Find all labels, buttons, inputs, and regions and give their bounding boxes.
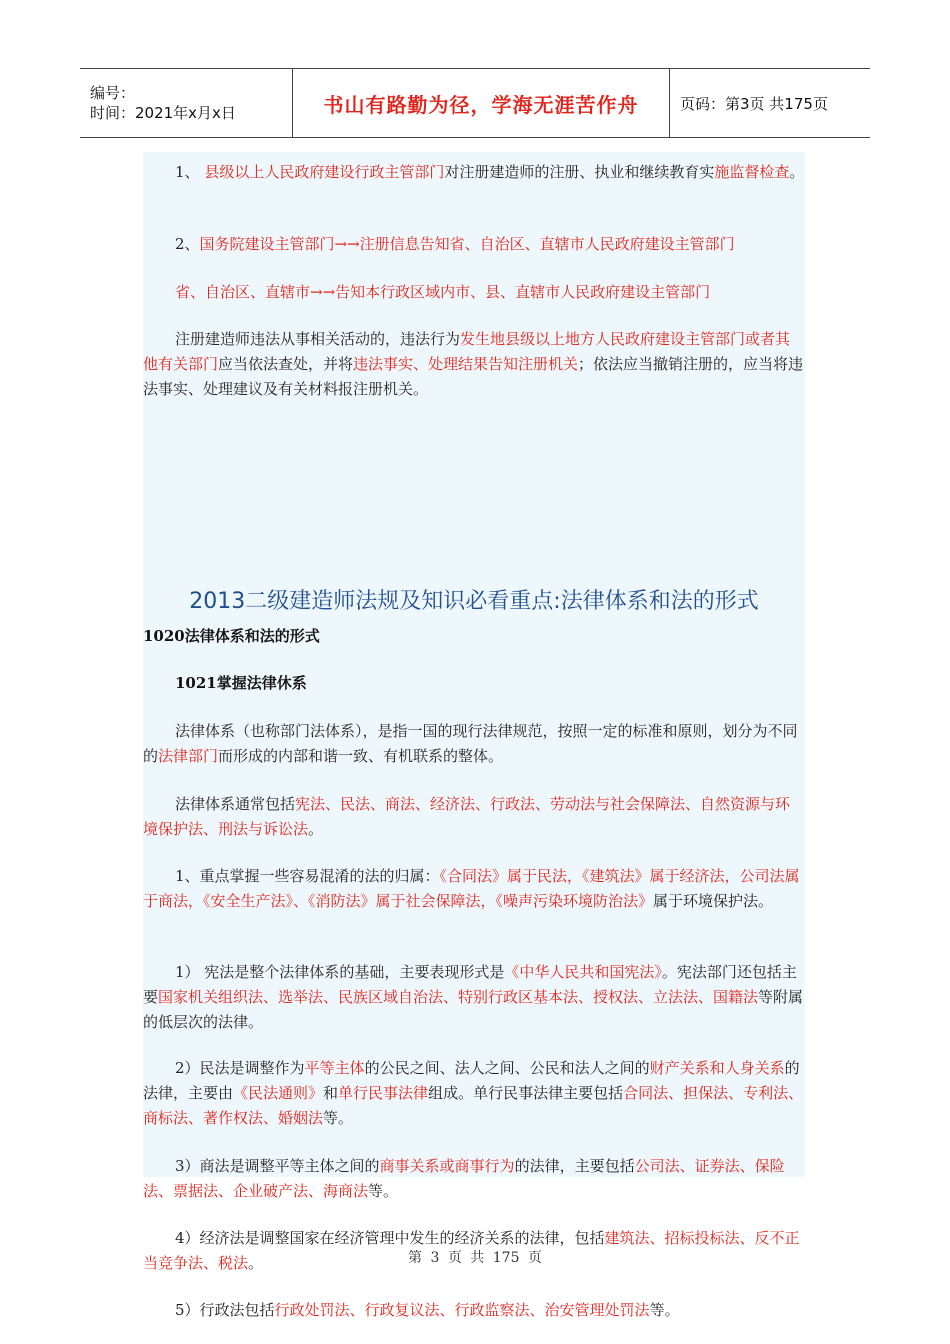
highlighted-text: 施监督检查 [714, 163, 790, 181]
highlighted-text: 省、自治区、直辖市→→告知本行政区域内市、县、直辖市人民政府建设主管部门 [175, 283, 711, 301]
section-heading: 2013二级建造师法规及知识必看重点:法律体系和法的形式 [189, 589, 759, 614]
document-number-label: 编号： [90, 84, 136, 102]
body-text: 等。 [368, 1182, 399, 1200]
highlighted-text: 建筑法、招标投标法、反不正当竞争法、税法 [143, 1229, 800, 1272]
body-text: 1） 宪法是整个法律体系的基础，主要表现形式是 [175, 963, 505, 981]
body-text: 组成。单行民事法律主要包括 [428, 1084, 624, 1102]
page-header [80, 68, 870, 138]
body-text: ；依法应当撤销注册的，应当将违法事实、处理建议及有关材料报注册机关。 [143, 355, 804, 398]
body-text: 等。 [323, 1109, 354, 1127]
highlighted-text: 单行民事法律 [338, 1084, 429, 1102]
body-text: 。宪法部门还包括主要 [143, 963, 797, 1006]
body-text: 。 [248, 1254, 264, 1272]
body-text: 2、 [175, 235, 200, 253]
highlighted-text: 平等主体 [304, 1059, 365, 1077]
header-meta [80, 69, 292, 137]
paragraph-supervision [143, 160, 805, 185]
body-text: 3）商法是调整平等主体之间的 [175, 1157, 380, 1175]
body-text: 而形成的内部和谐一致、有机联系的整体。 [218, 747, 504, 765]
paragraph-legal-system-definition [143, 719, 805, 769]
body-text: 1、 [175, 163, 205, 181]
highlighted-text: 公司法、证券法、保险法、票据法、企业破产法、海商法 [143, 1157, 785, 1200]
body-text: 。 [308, 820, 324, 838]
body-text: 法律体系通常包括 [175, 795, 296, 813]
body-text: 注册建造师违法从事相关活动的，违法行为 [175, 330, 461, 348]
body-text: 的公民之间、法人之间、公民和法人之间的 [364, 1059, 650, 1077]
highlighted-text: 行政处罚法、行政复议法、行政监察法、治安管理处罚法 [274, 1301, 650, 1319]
paragraph-notify-province [143, 232, 805, 257]
highlighted-text: 法律部门 [158, 747, 219, 765]
highlighted-text: 违法事实、处理结果告知注册机关 [353, 355, 579, 373]
highlighted-text: 国务院建设主管部门→→注册信息告知省、自治区、直辖市人民政府建设主管部门 [199, 235, 735, 253]
body-text: 等。 [649, 1301, 680, 1319]
highlighted-text: 财产关系和人身关系 [649, 1059, 785, 1077]
body-text: 4）经济法是调整国家在经济管理中发生的经济关系的法律，包括 [175, 1229, 605, 1247]
highlighted-text: 《中华人民共和国宪法》 [504, 963, 662, 981]
paragraph-legal-system-contents [143, 792, 805, 842]
paragraph-notify-city [143, 280, 805, 305]
header-motto: 书山有路勤为径，学海无涯苦作舟 [292, 69, 670, 137]
paragraph-civil-law [143, 1056, 805, 1131]
page-footer: 第 3 页 共 175 页 [408, 1250, 542, 1266]
subheading-1020: 1020法律体系和法的形式 [143, 627, 320, 645]
header-page-label: 页码：第3页 共175页 [680, 94, 828, 113]
paragraph-administrative-law [143, 1298, 805, 1323]
highlighted-text: 《民法通则》 [233, 1084, 324, 1102]
body-text: 法律体系（也称部门法体系），是指一国的现行法律规范，按照一定的标准和原则，划分为不同的 [143, 722, 798, 765]
paragraph-key-points [143, 864, 805, 914]
paragraph-commercial-law [143, 1154, 805, 1204]
body-text: 2）民法是调整作为 [175, 1059, 305, 1077]
body-text: 和 [323, 1084, 339, 1102]
subheading-1021: 1021掌握法律休系 [175, 674, 307, 692]
highlighted-text: 合同法、担保法、专利法、商标法、著作权法、婚姻法 [143, 1084, 804, 1127]
highlighted-text: 商事关系或商事行为 [379, 1157, 515, 1175]
body-text: 的法律，主要由 [143, 1059, 800, 1102]
body-text: 1、重点掌握一些容易混淆的法的归属： [175, 867, 440, 885]
highlighted-text: 发生地县级以上地方人民政府建设主管部门或者其他有关部门 [143, 330, 791, 373]
body-text: 应当依法查处，并将 [218, 355, 354, 373]
body-text: 。 [789, 163, 805, 181]
body-text: 等附属的低层次的法律。 [143, 988, 804, 1031]
body-text: 5）行政法包括 [175, 1301, 275, 1319]
highlighted-text: 宪法、民法、商法、经济法、行政法、劳动法与社会保障法、自然资源与环境保护法、刑法与诉讼法 [143, 795, 791, 838]
body-text: 属于环境保护法。 [653, 892, 774, 910]
highlighted-text: 国家机关组织法、选举法、民族区域自治法、特别行政区基本法、授权法、立法法、国籍法 [158, 988, 759, 1006]
paragraph-constitution [143, 960, 805, 1035]
highlighted-text: 县级以上人民政府建设行政主管部门 [204, 163, 445, 181]
highlighted-text: 《合同法》属于民法，《建筑法》属于经济法，公司法属于商法，《安全生产法》、《消防法》属于社会保障法，《噪声污染环境防治法》 [143, 867, 800, 910]
body-text: 的法律，主要包括 [514, 1157, 635, 1175]
paragraph-violation [143, 327, 805, 402]
date-label: 时间：2021年x月x日 [90, 104, 236, 122]
body-text: 对注册建造师的注册、执业和继续教育实 [444, 163, 715, 181]
